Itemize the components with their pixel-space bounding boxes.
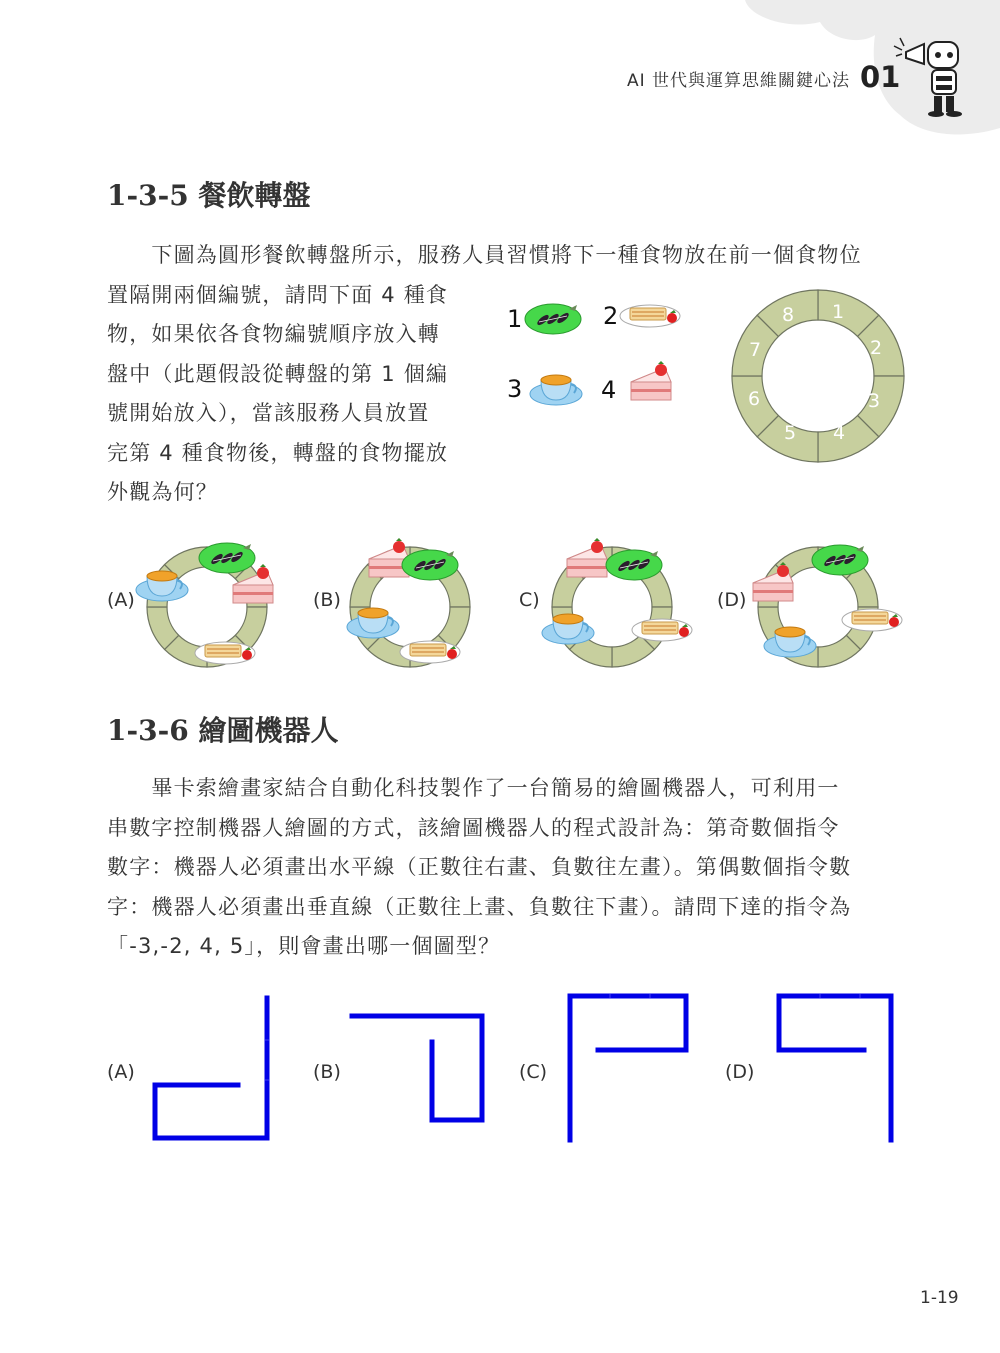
wheel-number-1: 1 [831,301,845,323]
wheel-number-5: 5 [783,422,797,444]
option-label-d: (D) [717,589,747,611]
robot-option-label-c: (C) [519,1061,548,1083]
section2-line-3: 數字：機器人必須畫出水平線（正數往右畫、負數往左畫）。第偶數個指令數 [107,855,852,879]
robot-drawing-options [0,980,1000,1160]
wheel-number-2: 2 [869,337,883,359]
food-number-3: 3 [507,375,523,403]
section1-line-2: 置隔開兩個編號，請問下面 4 種食 [107,282,449,307]
robot-shape-a[interactable] [155,998,267,1138]
robot-option-label-a: (A) [107,1061,135,1083]
robot-option-label-b: (B) [313,1061,341,1083]
answer-wheels [0,530,1000,680]
wheel-number-8: 8 [781,304,795,326]
section1-line-1: 下圖為圓形餐飲轉盤所示，服務人員習慣將下一種食物放在前一個食物位 [107,243,862,267]
section2-line-1: 畢卡索繪畫家結合自動化科技製作了一台簡易的繪圖機器人，可利用一 [107,776,840,800]
section1-line-7: 外觀為何？ [107,480,218,504]
food-turntable-wheel [730,288,906,464]
robot-shape-d[interactable] [779,996,891,1140]
option-label-a: (A) [107,589,135,611]
food-number-4: 4 [601,376,617,404]
wheel-number-6: 6 [747,388,761,410]
wheel-number-3: 3 [867,390,881,412]
section1-line-5: 號開始放入），當該服務人員放置 [107,401,430,425]
section2-line-4: 字：機器人必須畫出垂直線（正數往上畫、負數往下畫）。請問下達的指令為 [107,894,852,919]
running-header-title: AI 世代與運算思維關鍵心法 [626,71,850,91]
robot-shape-c[interactable] [570,996,686,1140]
section-title-1-3-6: 1-3-6 繪圖機器人 [107,714,339,747]
option-label-c: C) [519,589,540,611]
food-number-2: 2 [603,302,619,330]
section-title-1-3-5: 1-3-5 餐飲轉盤 [107,179,311,212]
section1-line-4: 盤中（此題假設從轉盤的第 1 個編 [107,361,449,386]
food-number-1: 1 [507,305,523,333]
section1-line-3: 物，如果依各食物編號順序放入轉 [107,322,440,346]
robot-shape-b[interactable] [352,1016,482,1120]
chapter-number: 01 [860,60,901,94]
page-number: 1-19 [920,1288,959,1308]
robot-option-label-d: (D) [725,1061,755,1083]
wheel-number-4: 4 [832,422,846,444]
option-label-b: (B) [313,589,341,611]
wheel-number-7: 7 [748,339,762,361]
section2-line-5: 「-3,-2, 4, 5」，則會畫出哪一個圖型？ [107,934,501,958]
section1-line-6: 完第 4 種食物後，轉盤的食物擺放 [107,440,449,465]
section2-line-2: 串數字控制機器人繪圖的方式，該繪圖機器人的程式設計為：第奇數個指令 [107,815,840,840]
